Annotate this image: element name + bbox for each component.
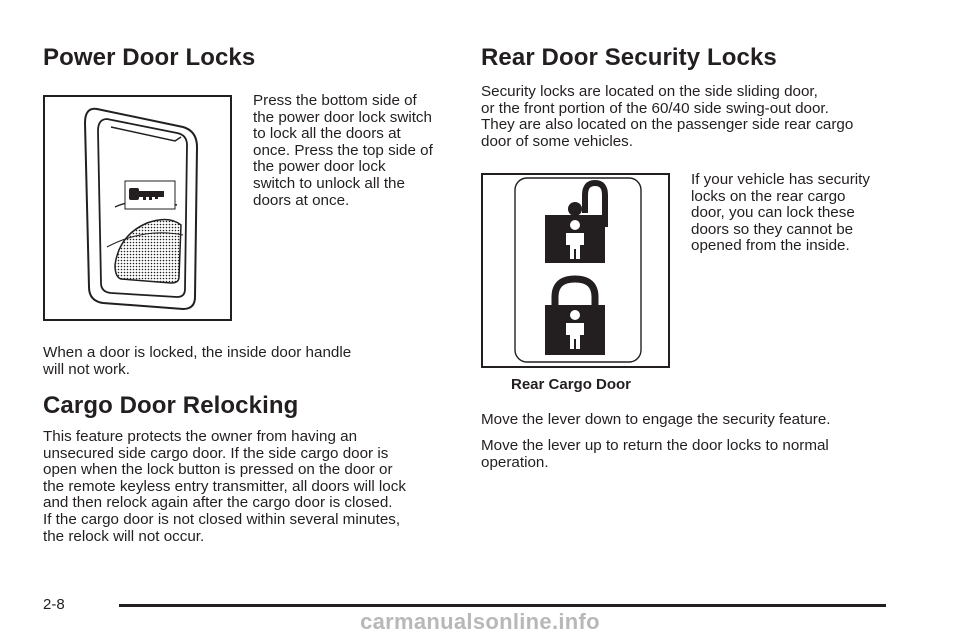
rear-cargo-door-figure	[481, 173, 670, 368]
security-lock-lever-icon	[483, 175, 668, 366]
rear-door-security-side-text: If your vehicle has security locks on the rear cargo door, you can lock these doors so they cannot be opened from the inside.	[691, 171, 870, 255]
watermark: carmanualsonline.info	[360, 609, 600, 634]
cargo-door-relocking-text: This feature protects the owner from having an unsecured side cargo door. If the side cargo door is open when the lock button is pressed on the door or the remote keyless entry transmitter, all doors will lock and then relock again after the cargo door is closed. If the cargo door is not closed within several minutes, the relock will not occur.	[43, 428, 406, 545]
figure-caption-rear-cargo-door: Rear Cargo Door	[511, 376, 632, 393]
door-lock-switch-icon	[45, 97, 230, 319]
rear-door-security-para-engage: Move the lever down to engage the security feature.	[481, 411, 831, 428]
power-door-locks-side-text: Press the bottom side of the power door lock switch to lock all the doors at once. Press the top side of the power door lock switch to unlock all the doors at once.	[253, 92, 433, 209]
power-door-lock-switch-figure	[43, 95, 232, 321]
power-door-locks-after-text: When a door is locked, the inside door handle will not work.	[43, 344, 352, 378]
page-number: 2-8	[43, 596, 65, 613]
rear-door-security-para-return: Move the lever up to return the door locks to normal operation.	[481, 437, 829, 471]
heading-power-door-locks: Power Door Locks	[43, 44, 256, 71]
heading-cargo-door-relocking: Cargo Door Relocking	[43, 392, 299, 419]
rear-door-security-intro: Security locks are located on the side sliding door, or the front portion of the 60/40 side swing-out door. They are also located on the passenger side rear cargo door of some vehicles.	[481, 83, 854, 150]
heading-rear-door-security-locks: Rear Door Security Locks	[481, 44, 777, 71]
